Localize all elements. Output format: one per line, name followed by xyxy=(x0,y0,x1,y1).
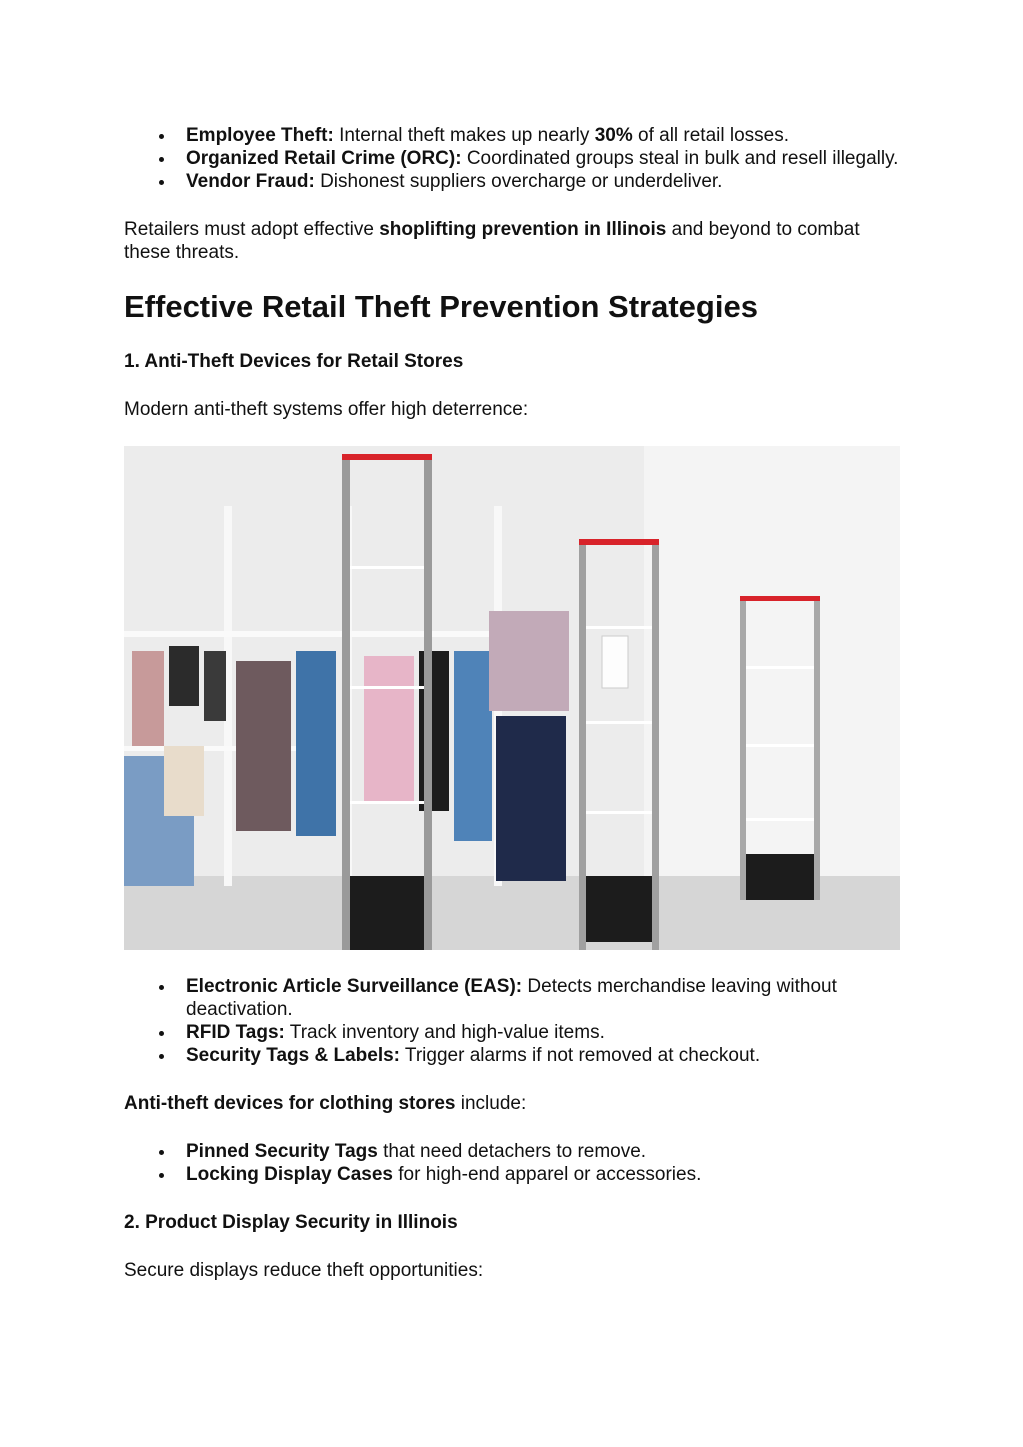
photo-illustration xyxy=(124,446,900,950)
subsection-title: 1. Anti-Theft Devices for Retail Stores xyxy=(124,351,464,372)
document-page xyxy=(124,124,904,1282)
list-item: Employee Theft: Internal theft makes up nearly 30% of all retail losses. xyxy=(186,124,904,147)
loss-types-list xyxy=(124,124,904,193)
section-heading: Effective Retail Theft Prevention Strategies xyxy=(124,289,758,324)
list-item: Vendor Fraud: Dishonest suppliers overcharge or underdeliver. xyxy=(186,170,904,193)
eas-systems-list xyxy=(124,975,904,1067)
list-item: Security Tags & Labels: Trigger alarms if not removed at checkout. xyxy=(186,1044,904,1067)
list-item: RFID Tags: Track inventory and high-value items. xyxy=(186,1021,904,1044)
store-security-gates-photo xyxy=(124,446,900,950)
lead-paragraph: Secure displays reduce theft opportunities: xyxy=(124,1260,484,1281)
list-item: Pinned Security Tags that need detachers to remove. xyxy=(186,1140,904,1163)
lead-paragraph: Modern anti-theft systems offer high deterrence: xyxy=(124,399,529,420)
intro-paragraph: Retailers must adopt effective shoplifting prevention in Illinois and beyond to combat these threats. xyxy=(124,219,860,263)
clothing-paragraph: Anti-theft devices for clothing stores include: xyxy=(124,1093,527,1114)
clothing-devices-list xyxy=(124,1140,904,1186)
subsection-title: 2. Product Display Security in Illinois xyxy=(124,1212,458,1233)
list-item: Electronic Article Surveillance (EAS): Detects merchandise leaving without deactivation. xyxy=(186,975,904,1021)
list-item: Organized Retail Crime (ORC): Coordinated groups steal in bulk and resell illegally. xyxy=(186,147,904,170)
list-item: Locking Display Cases for high-end apparel or accessories. xyxy=(186,1163,904,1186)
